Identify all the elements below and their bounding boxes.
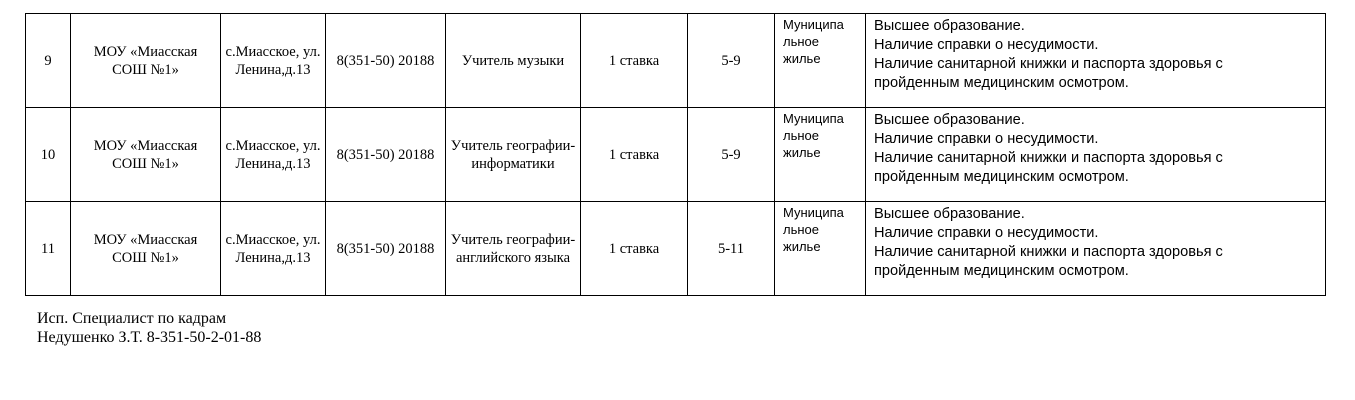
table-row xyxy=(26,14,1326,108)
housing-cell xyxy=(775,202,866,296)
load-cell: 1 ставка xyxy=(581,202,688,296)
requirement-line: Наличие санитарной книжки и паспорта здоровья с xyxy=(874,244,1223,260)
housing-line: Муниципа xyxy=(783,205,844,220)
requirement-line: Наличие справки о несудимости. xyxy=(874,37,1099,53)
row-number-cell: 10 xyxy=(26,108,71,202)
school-cell: МОУ «Миасская СОШ №1» xyxy=(71,14,221,108)
address-cell: с.Миасское, ул. Ленина,д.13 xyxy=(221,14,326,108)
load-cell: 1 ставка xyxy=(581,14,688,108)
row-number-cell: 11 xyxy=(26,202,71,296)
housing-line: льное xyxy=(783,128,819,143)
requirement-line: Высшее образование. xyxy=(874,18,1025,34)
housing-cell xyxy=(775,14,866,108)
table-row xyxy=(26,108,1326,202)
address-cell: с.Миасское, ул. Ленина,д.13 xyxy=(221,108,326,202)
load-cell: 1 ставка xyxy=(581,108,688,202)
requirement-line: Наличие справки о несудимости. xyxy=(874,131,1099,147)
requirement-line: Наличие справки о несудимости. xyxy=(874,225,1099,241)
table-row xyxy=(26,202,1326,296)
requirement-line: пройденным медицинским осмотром. xyxy=(874,169,1129,185)
phone-cell: 8(351-50) 20188 xyxy=(326,14,446,108)
requirement-line: Высшее образование. xyxy=(874,206,1025,222)
housing-line: жилье xyxy=(783,239,821,254)
requirements-cell xyxy=(866,14,1326,108)
school-cell: МОУ «Миасская СОШ №1» xyxy=(71,202,221,296)
housing-line: Муниципа xyxy=(783,111,844,126)
housing-line: льное xyxy=(783,222,819,237)
grades-cell: 5-9 xyxy=(688,14,775,108)
phone-cell: 8(351-50) 20188 xyxy=(326,108,446,202)
requirement-line: Наличие санитарной книжки и паспорта здоровья с xyxy=(874,150,1223,166)
housing-line: Муниципа xyxy=(783,17,844,32)
position-cell: Учитель географии-информатики xyxy=(446,108,581,202)
requirement-line: пройденным медицинским осмотром. xyxy=(874,263,1129,279)
footer-contact-phone: Недушенко З.Т. 8-351-50-2-01-88 xyxy=(37,329,262,346)
requirement-line: Высшее образование. xyxy=(874,112,1025,128)
housing-line: жилье xyxy=(783,145,821,160)
phone-cell: 8(351-50) 20188 xyxy=(326,202,446,296)
address-cell: с.Миасское, ул. Ленина,д.13 xyxy=(221,202,326,296)
position-cell: Учитель географии-английского языка xyxy=(446,202,581,296)
requirements-cell xyxy=(866,202,1326,296)
housing-line: льное xyxy=(783,34,819,49)
housing-cell xyxy=(775,108,866,202)
school-cell: МОУ «Миасская СОШ №1» xyxy=(71,108,221,202)
position-cell: Учитель музыки xyxy=(446,14,581,108)
requirements-cell xyxy=(866,108,1326,202)
table-body xyxy=(26,14,1326,296)
requirement-line: Наличие санитарной книжки и паспорта здоровья с xyxy=(874,56,1223,72)
requirement-line: пройденным медицинским осмотром. xyxy=(874,75,1129,91)
footer-contact xyxy=(37,309,261,347)
grades-cell: 5-11 xyxy=(688,202,775,296)
footer-responsible: Исп. Специалист по кадрам xyxy=(37,310,227,327)
housing-line: жилье xyxy=(783,51,821,66)
vacancies-table xyxy=(25,13,1326,296)
grades-cell: 5-9 xyxy=(688,108,775,202)
row-number-cell: 9 xyxy=(26,14,71,108)
